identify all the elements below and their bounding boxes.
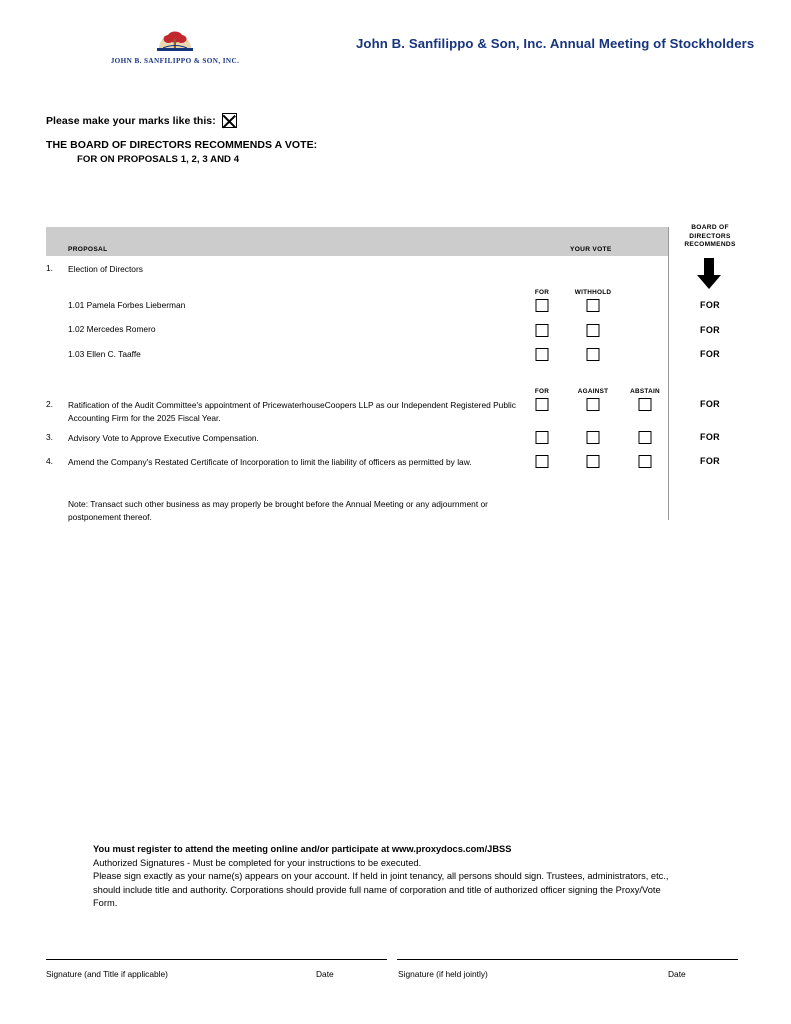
proposal-column-header-against: AGAINST: [577, 388, 609, 395]
date-left-label: Date: [316, 969, 334, 979]
recommendation-proposal-4: FOR: [700, 456, 720, 466]
proposal-column-header-for: FOR: [534, 388, 550, 395]
checkbox-proposal-3-for[interactable]: [536, 431, 549, 444]
proposal-1-number: 1.: [46, 263, 53, 273]
column-header-proposal: PROPOSAL: [68, 246, 108, 253]
nominee-1-03-name: Ellen C. Taaffe: [86, 349, 141, 359]
signature-left-label: Signature (and Title if applicable): [46, 969, 168, 979]
proposal-note: Note: Transact such other business as may properly be brought before the Annual Meeting or any adjournment or postponement thereof.: [68, 499, 488, 522]
page-title: John B. Sanfilippo & Son, Inc. Annual Meeting of Stockholders: [356, 36, 755, 51]
proposal-2-text: Ratification of the Audit Committee's appointment of PricewaterhouseCoopers LLP as our Independent Registered Public Accounting Firm for the 2025 Fiscal Year.: [68, 400, 516, 423]
checkbox-nominee-1-01-withhold[interactable]: [587, 299, 600, 312]
proposal-3-text: Advisory Vote to Approve Executive Compensation.: [68, 433, 259, 443]
recommendation-proposal-2: FOR: [700, 399, 720, 409]
checkbox-proposal-2-abstain[interactable]: [639, 398, 652, 411]
director-column-header-withhold: WITHHOLD: [574, 289, 612, 296]
down-arrow-icon: [696, 258, 722, 290]
checkbox-proposal-4-abstain[interactable]: [639, 455, 652, 468]
recommendation-nominee-1-03: FOR: [700, 349, 720, 359]
recommendation-nominee-1-02: FOR: [700, 325, 720, 335]
nominee-1-02: [68, 324, 156, 334]
nominee-1-02-name: Mercedes Romero: [86, 324, 156, 334]
company-logo: [101, 28, 249, 65]
proposal-1-text: Election of Directors: [68, 264, 143, 274]
proposal-4-number: 4.: [46, 456, 53, 466]
checkbox-proposal-4-against[interactable]: [587, 455, 600, 468]
nominee-1-03-number: 1.03: [68, 349, 85, 359]
signing-instructions-paragraph: Please sign exactly as your name(s) appears on your account. If held in joint tenancy, all persons should sign. Trustees, administrators, etc., should include title and authority. Corporations should provide full name of corporation and title of authorized officer signing the Proxy/Vote Form.: [93, 871, 669, 909]
nominee-1-01: [68, 300, 185, 310]
tree-logo-icon: [155, 28, 195, 54]
nominee-1-01-number: 1.01: [68, 300, 85, 310]
checkbox-nominee-1-03-withhold[interactable]: [587, 348, 600, 361]
board-header-line-2: DIRECTORS: [689, 232, 731, 240]
checkbox-proposal-2-against[interactable]: [587, 398, 600, 411]
checkbox-nominee-1-01-for[interactable]: [536, 299, 549, 312]
board-header-line-1: BOARD OF: [691, 224, 729, 231]
checkbox-proposal-3-abstain[interactable]: [639, 431, 652, 444]
checkbox-nominee-1-03-for[interactable]: [536, 348, 549, 361]
authorized-signatures-instruction: Authorized Signatures - Must be completed for your instructions to be executed.: [93, 857, 422, 868]
footer-instructions: [93, 843, 681, 911]
marks-instruction: [46, 113, 237, 128]
board-recommendation-detail: FOR ON PROPOSALS 1, 2, 3 AND 4: [77, 154, 240, 165]
signature-line-left[interactable]: [46, 959, 387, 960]
checkbox-nominee-1-02-withhold[interactable]: [587, 324, 600, 337]
checkbox-proposal-4-for[interactable]: [536, 455, 549, 468]
signature-right-label: Signature (if held jointly): [398, 969, 488, 979]
logo-company-name: JOHN B. SANFILIPPO & SON, INC.: [110, 57, 240, 65]
checkbox-nominee-1-02-for[interactable]: [536, 324, 549, 337]
nominee-1-03: [68, 349, 141, 359]
column-header-your-vote: YOUR VOTE: [570, 246, 612, 253]
register-instruction: You must register to attend the meeting online and/or participate at www.proxydocs.com/JBSS: [93, 844, 512, 854]
board-header-line-3: RECOMMENDS: [684, 241, 736, 249]
nominee-1-02-number: 1.02: [68, 324, 85, 334]
proposal-3-number: 3.: [46, 432, 53, 442]
x-mark-box-icon: [222, 113, 237, 128]
signature-line-right[interactable]: [397, 959, 738, 960]
proposal-column-header-abstain: ABSTAIN: [630, 388, 660, 395]
proposal-4-text: Amend the Company's Restated Certificate of Incorporation to limit the liability of officers as permitted by law.: [68, 457, 472, 467]
column-header-board-recommends: [672, 224, 748, 250]
checkbox-proposal-2-for[interactable]: [536, 398, 549, 411]
nominee-1-01-name: Pamela Forbes Lieberman: [86, 300, 186, 310]
director-column-header-for: FOR: [534, 289, 550, 296]
proposal-2-number: 2.: [46, 399, 53, 409]
recommendation-nominee-1-01: FOR: [700, 300, 720, 310]
date-right-label: Date: [668, 969, 686, 979]
recommendation-proposal-3: FOR: [700, 432, 720, 442]
marks-instruction-label: Please make your marks like this:: [46, 114, 216, 127]
vote-column-divider: [668, 227, 669, 520]
board-recommendation-heading: THE BOARD OF DIRECTORS RECOMMENDS A VOTE:: [46, 139, 318, 151]
checkbox-proposal-3-against[interactable]: [587, 431, 600, 444]
